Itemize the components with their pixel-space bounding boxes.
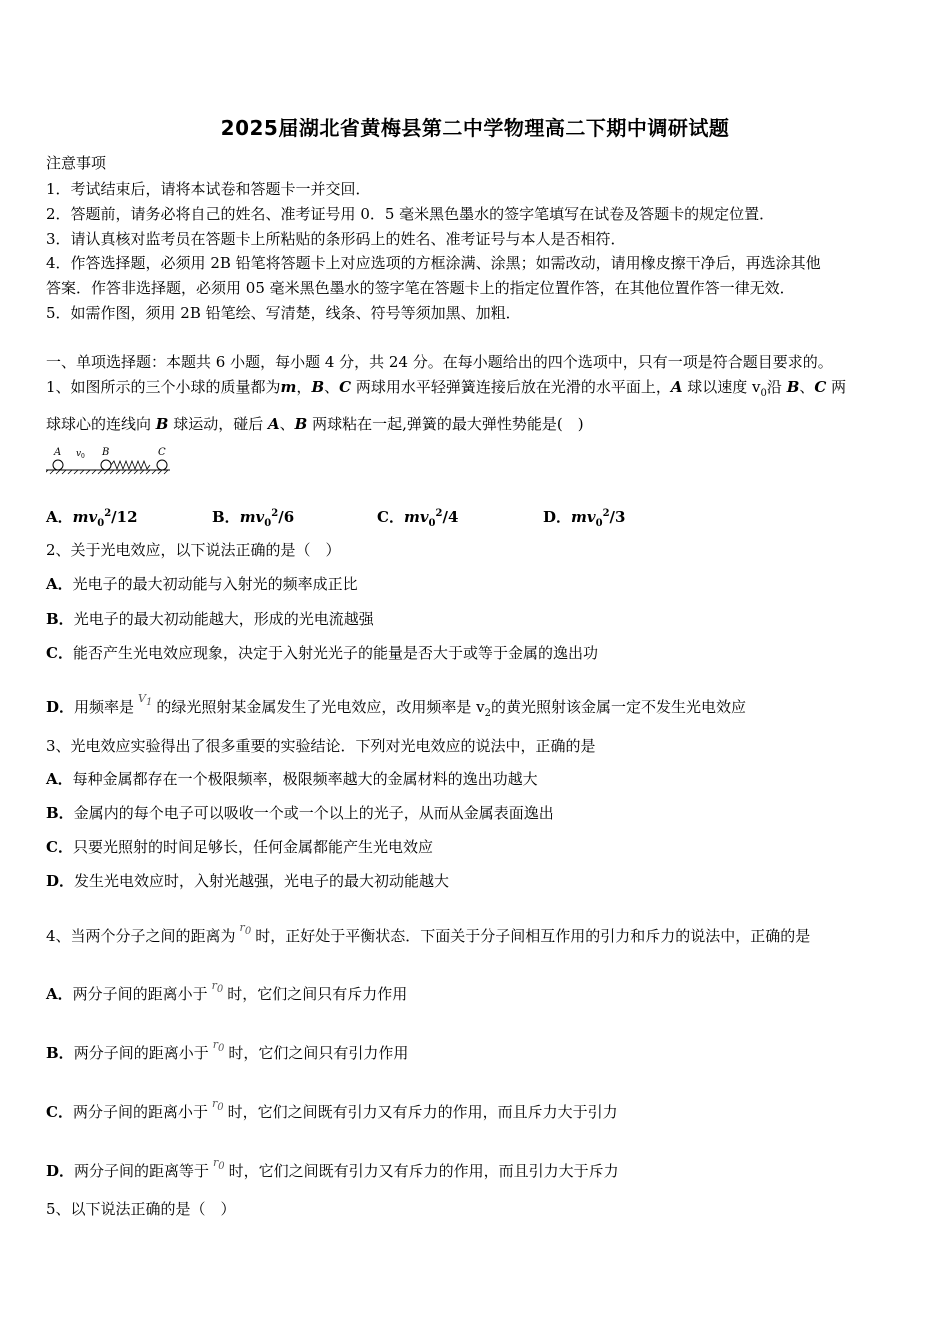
ball-a: [53, 460, 63, 470]
notice-heading: 注意事项: [46, 154, 107, 172]
q3-option-d[interactable]: D．发生光电效应时，入射光越强，光电子的最大初动能越大: [46, 872, 450, 890]
notice-item: 2．答题前，请务必将自己的姓名、准考证号用 0．5 毫米黑色墨水的签字笔填写在试卷及答题卡的规定位置．: [46, 205, 775, 223]
notice-item: 3．请认真核对监考员在答题卡上所粘贴的条形码上的姓名、准考证号与本人是否相符．: [46, 230, 626, 248]
spring: [111, 461, 150, 469]
q1-option-b[interactable]: B．$mv_0^2/6$: [212, 508, 295, 529]
ground-hatching: [46, 470, 168, 474]
notice-item: 5．如需作图，须用 2B 铅笔绘、写清楚，线条、符号等须加黑、加粗．: [46, 304, 521, 322]
q5-stem: 5、以下说法正确的是（ ）: [46, 1200, 236, 1218]
q1-stem-line1: 1、如图所示的三个小球的质量都为m，B、C 两球用水平轻弹簧连接后放在光滑的水平面上，A 球以速度 $v_0$沿 B、C 两: [46, 378, 847, 399]
r0-symbol: r0: [211, 1097, 224, 1114]
label-c: C: [158, 447, 166, 458]
notice-item: 1．考试结束后，请将本试卷和答题卡一并交回．: [46, 180, 371, 198]
q1-option-a[interactable]: A．$mv_0^2/12$: [46, 508, 138, 529]
q1-stem-line2: 球球心的连线向 B 球运动，碰后 A、B 两球粘在一起,弹簧的最大弹性势能是( ): [46, 415, 584, 433]
q2-stem: 2、关于光电效应，以下说法正确的是（ ）: [46, 541, 341, 559]
label-a: A: [54, 447, 62, 458]
nu1-symbol: V1: [138, 692, 153, 709]
q2-option-d[interactable]: D．用频率是 $^{V_1}$ 的绿光照射某金属发生了光电效应，改用频率是 $v_2$的黄光照射该金属一定不发生光电效应: [46, 692, 746, 719]
page-title: 2025届湖北省黄梅县第二中学物理高二下期中调研试题: [220, 116, 730, 140]
ball-c: [157, 460, 167, 470]
q4-stem: 4、当两个分子之间的距离为 $^{r_0}$ 时，正好处于平衡状态．下面关于分子间相互作用的引力和斥力的说法中，正确的是: [46, 921, 811, 945]
label-v: v: [76, 449, 82, 459]
q4-option-d[interactable]: D．两分子间的距离等于 $^{r_0}$ 时，它们之间既有引力又有斥力的作用，而且引力大于斥力: [46, 1156, 619, 1180]
notice-item: 答案．作答非选择题，必须用 05 毫米黑色墨水的签字笔在答题卡上的指定位置作答，在其他位置作答一律无效．: [46, 279, 795, 297]
q1-diagram: [46, 446, 176, 476]
r0-symbol: r0: [213, 1156, 225, 1173]
r0-symbol: r0: [212, 1038, 225, 1055]
q3-stem: 3、光电效应实验得出了很多重要的实验结论．下列对光电效应的说法中，正确的是: [46, 737, 596, 755]
q1-option-c[interactable]: C．$mv_0^2/4$: [377, 508, 459, 529]
label-v-sub: 0: [81, 453, 85, 460]
q4-option-b[interactable]: B．两分子间的距离小于 $^{r_0}$ 时，它们之间只有引力作用: [46, 1038, 409, 1062]
section-heading: 一、单项选择题：本题共 6 小题，每小题 4 分，共 24 分。在每小题给出的四个选项中，只有一项是符合题目要求的。: [46, 353, 833, 371]
notice-item: 4．作答选择题，必须用 2B 铅笔将答题卡上对应选项的方框涂满、涂黑；如需改动，请用橡皮擦干净后，再选涂其他: [46, 254, 821, 272]
q2-option-b[interactable]: B．光电子的最大初动能越大，形成的光电流越强: [46, 610, 374, 628]
q3-option-c[interactable]: C．只要光照射的时间足够长，任何金属都能产生光电效应: [46, 838, 433, 856]
label-b: B: [102, 447, 110, 458]
ball-b: [101, 460, 111, 470]
r0-symbol: r0: [211, 979, 224, 996]
q2-option-a[interactable]: A．光电子的最大初动能与入射光的频率成正比: [46, 575, 358, 593]
q4-option-a[interactable]: A．两分子间的距离小于 $^{r_0}$ 时，它们之间只有斥力作用: [46, 979, 408, 1003]
q3-option-b[interactable]: B．金属内的每个电子可以吸收一个或一个以上的光子，从而从金属表面逸出: [46, 804, 554, 822]
q2-option-c[interactable]: C．能否产生光电效应现象，决定于入射光光子的能量是否大于或等于金属的逸出功: [46, 644, 598, 662]
q1-option-d[interactable]: D．$mv_0^2/3$: [543, 508, 626, 529]
q4-option-c[interactable]: C．两分子间的距离小于 $^{r_0}$ 时，它们之间既有引力又有斥力的作用，而且斥力大于引力: [46, 1097, 618, 1121]
q3-option-a[interactable]: A．每种金属都存在一个极限频率，极限频率越大的金属材料的逸出功越大: [46, 770, 538, 788]
r0-symbol: r0: [239, 921, 252, 938]
